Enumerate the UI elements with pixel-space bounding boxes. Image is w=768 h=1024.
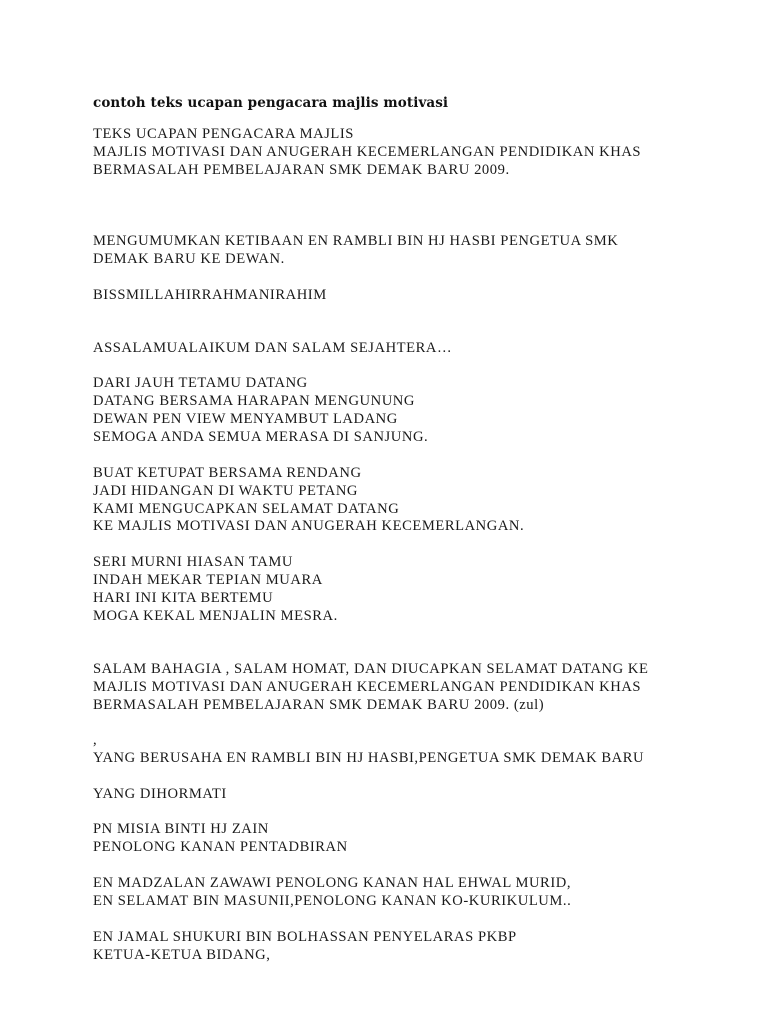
text-line: DATANG BERSAMA HARAPAN MENGUNUNG (93, 393, 415, 409)
text-line: PN MISIA BINTI HJ ZAIN (93, 821, 269, 837)
text-line: DEMAK BARU KE DEWAN. (93, 251, 285, 267)
text-line: KETUA-KETUA BIDANG, (93, 947, 271, 963)
text-line: EN JAMAL SHUKURI BIN BOLHASSAN PENYELARAS PKBP (93, 929, 517, 945)
text-line: YANG BERUSAHA EN RAMBLI BIN HJ HASBI,PENGETUA SMK DEMAK BARU (93, 750, 645, 766)
text-line: KE MAJLIS MOTIVASI DAN ANUGERAH KECEMERLANGAN. (93, 518, 525, 534)
text-line: JADI HIDANGAN DI WAKTU PETANG (93, 483, 359, 499)
text-line: BISSMILLAHIRRAHMANIRAHIM (93, 287, 327, 303)
text-line: ASSALAMUALAIKUM DAN SALAM SEJAHTERA… (93, 340, 453, 356)
text-line: DEWAN PEN VIEW MENYAMBUT LADANG (93, 411, 398, 427)
document-title: contoh teks ucapan pengacara majlis motivasi (93, 95, 449, 111)
text-line: TEKS UCAPAN PENGACARA MAJLIS (93, 126, 354, 142)
text-line: SALAM BAHAGIA , SALAM HOMAT, DAN DIUCAPKAN SELAMAT DATANG KE (93, 661, 649, 677)
text-line: EN MADZALAN ZAWAWI PENOLONG KANAN HAL EHWAL MURID, (93, 875, 572, 891)
text-line: YANG DIHORMATI (93, 786, 227, 802)
text-line: INDAH MEKAR TEPIAN MUARA (93, 572, 323, 588)
text-line: SERI MURNI HIASAN TAMU (93, 554, 293, 570)
text-line: DARI JAUH TETAMU DATANG (93, 375, 308, 391)
text-line: MENGUMUMKAN KETIBAAN EN RAMBLI BIN HJ HASBI PENGETUA SMK (93, 233, 619, 249)
text-line: BERMASALAH PEMBELAJARAN SMK DEMAK BARU 2009. (zul) (93, 697, 545, 713)
text-line: SEMOGA ANDA SEMUA MERASA DI SANJUNG. (93, 429, 429, 445)
text-line: EN SELAMAT BIN MASUNII,PENOLONG KANAN KO-KURIKULUM.. (93, 893, 572, 909)
text-line: MAJLIS MOTIVASI DAN ANUGERAH KECEMERLANGAN PENDIDIKAN KHAS (93, 679, 642, 695)
text-line: BUAT KETUPAT BERSAMA RENDANG (93, 465, 362, 481)
text-line: BERMASALAH PEMBELAJARAN SMK DEMAK BARU 2009. (93, 162, 510, 178)
text-line: HARI INI KITA BERTEMU (93, 590, 274, 606)
text-line: , (93, 732, 98, 748)
text-line: MOGA KEKAL MENJALIN MESRA. (93, 608, 338, 624)
text-line: MAJLIS MOTIVASI DAN ANUGERAH KECEMERLANGAN PENDIDIKAN KHAS (93, 144, 642, 160)
text-line: PENOLONG KANAN PENTADBIRAN (93, 839, 348, 855)
text-line: KAMI MENGUCAPKAN SELAMAT DATANG (93, 501, 400, 517)
